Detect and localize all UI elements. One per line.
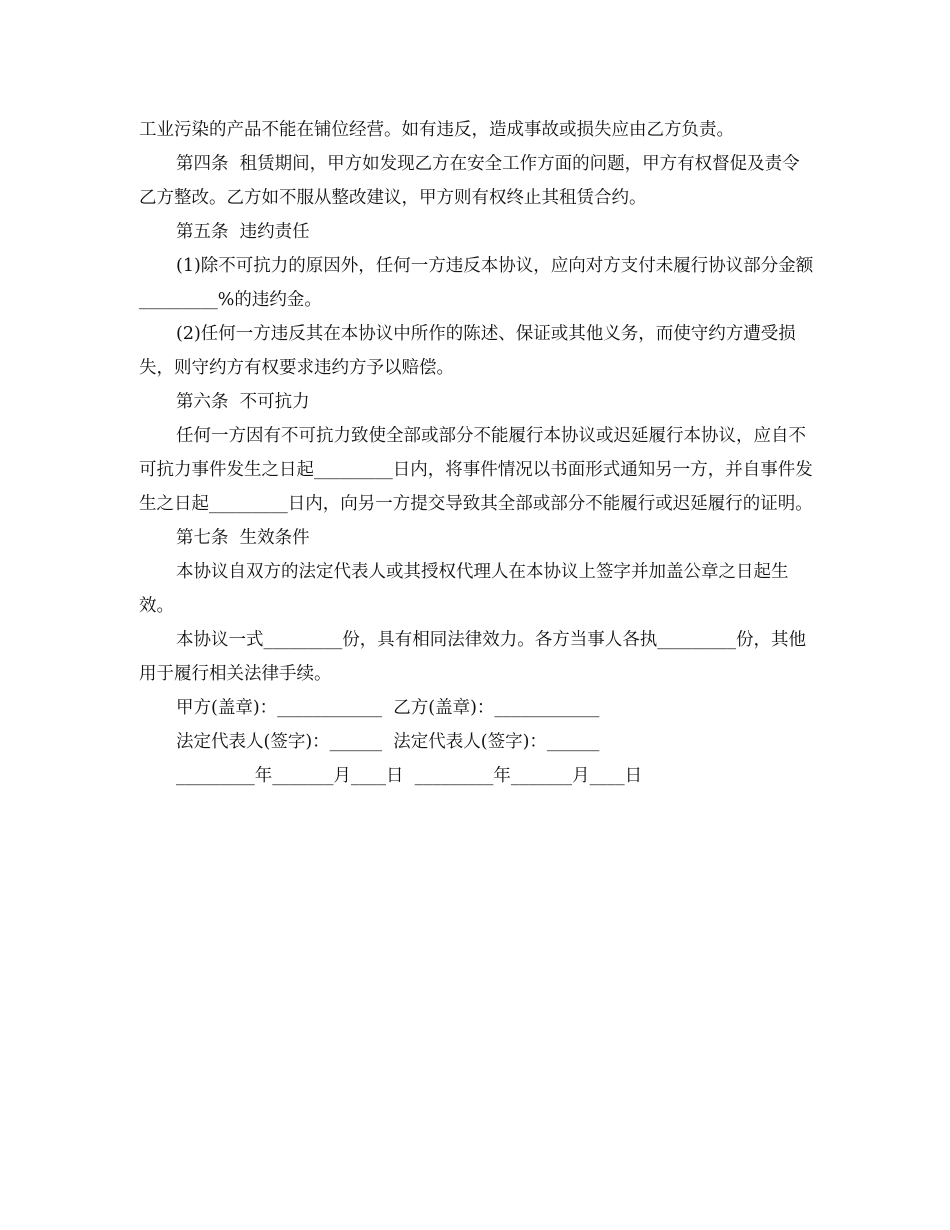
article-five-heading: 第五条 违约责任 [176, 222, 310, 242]
article-five-clause-2: (2)任何一方违反其在本协议中所作的陈述、保证或其他义务，而使守约方遭受损失，则守约方有权要求违约方予以赔偿。 [139, 324, 796, 378]
article-seven-heading: 第七条 生效条件 [176, 528, 310, 548]
document-body [139, 113, 815, 793]
article-five-clause-1: (1)除不可抗力的原因外，任何一方违反本协议，应向对方支付未履行协议部分金额_________%的违约金。 [139, 256, 814, 310]
copies-clause: 本协议一式_________份，具有相同法律效力。各方当事人各执_________份，其他用于履行相关法律手续。 [139, 630, 806, 684]
article-six-heading: 第六条 不可抗力 [176, 392, 310, 412]
article-six-body: 任何一方因有不可抗力致使全部或部分不能履行本协议或迟延履行本协议，应自不可抗力事件发生之日起_________日内，将事件情况以书面形式通知另一方，并自事件发生之日起_________日内，向另一方提交导致其全部或部分不能履行或迟延履行的证明。 [139, 426, 813, 514]
article-seven-body: 本协议自双方的法定代表人或其授权代理人在本协议上签字并加盖公章之日起生效。 [139, 562, 789, 616]
signature-date-line: _________年_______月____日 _________年_______月____日 [176, 766, 643, 786]
paragraph-continuation: 工业污染的产品不能在铺位经营。如有违反，造成事故或损失应由乙方负责。 [139, 120, 734, 140]
signature-seal-line: 甲方(盖章)：____________ 乙方(盖章)：____________ [176, 698, 600, 718]
article-four: 第四条 租赁期间，甲方如发现乙方在安全工作方面的问题，甲方有权督促及责令乙方整改。乙方如不服从整改建议，甲方则有权终止其租赁合约。 [139, 154, 800, 208]
signature-legal-rep-line: 法定代表人(签字)：______ 法定代表人(签字)：______ [176, 732, 600, 752]
